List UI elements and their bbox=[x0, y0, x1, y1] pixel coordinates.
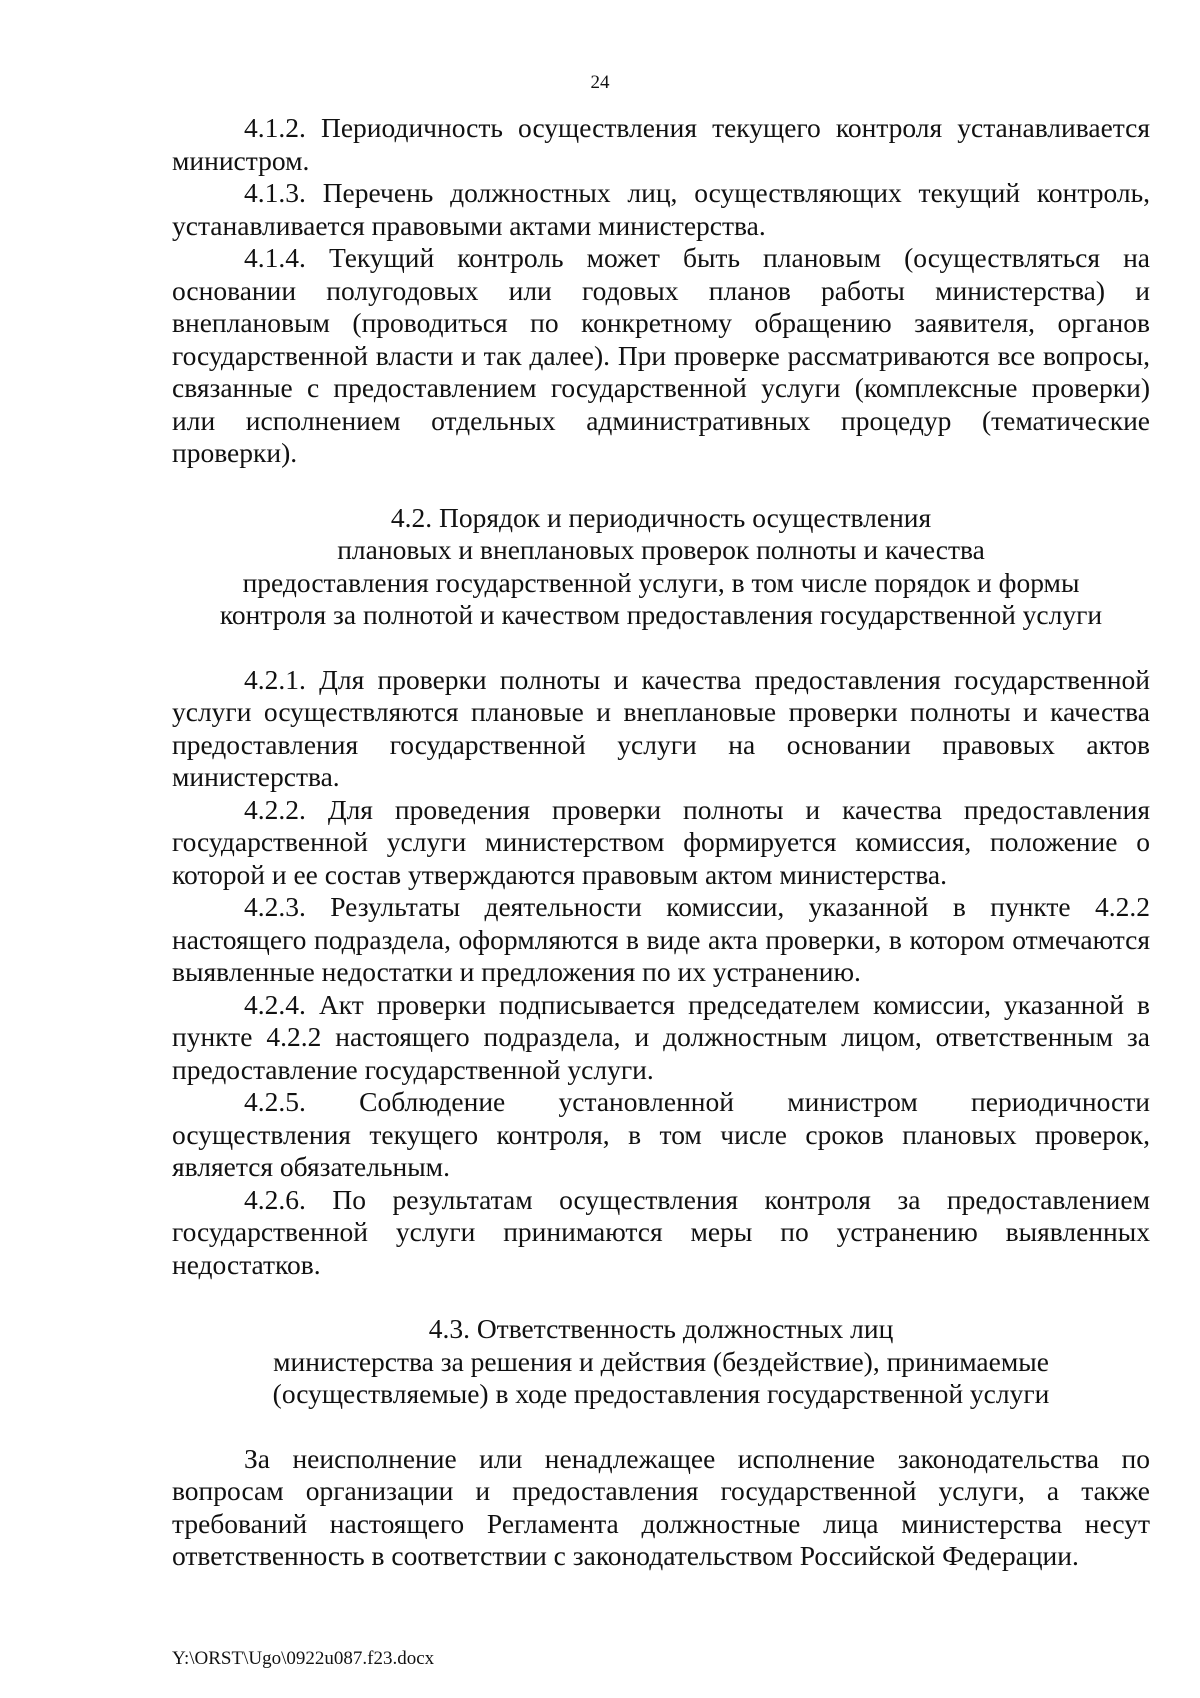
paragraph-4-2-4: 4.2.4. Акт проверки подписывается председателем комиссии, указанной в пункте 4.2.2 настоящего подраздела, и должностным лицом, ответственным за предоставление государственной услуги. bbox=[172, 988, 1150, 1085]
heading-line: 4.3. Ответственность должностных лиц bbox=[428, 1313, 894, 1344]
page-number: 24 bbox=[590, 72, 610, 93]
heading-line: (осуществляемые) в ходе предоставления государственной услуги bbox=[272, 1378, 1050, 1409]
heading-line: 4.2. Порядок и периодичность осуществления bbox=[390, 501, 932, 533]
paragraph-4-1-4: 4.1.4. Текущий контроль может быть плановым (осуществляться на основании полугодовых или годовых планов работы министерства) и внеплановым (проводиться по конкретному обращению заявителя, органов государственной власти и так далее). При проверке рассматриваются все вопросы, связанные с предоставлением государственной услуги (комплексные проверки) или исполнением отдельных административных процедур (тематические проверки). bbox=[172, 242, 1150, 468]
heading-line: контроля за полнотой и качеством предоставления государственной услуги bbox=[219, 599, 1103, 630]
paragraph-4-2-5: 4.2.5. Соблюдение установленной министром периодичности осуществления текущего контроля, в том числе сроков плановых проверок, является обязательным. bbox=[172, 1086, 1150, 1182]
paragraph-4-2-6: 4.2.6. По результатам осуществления контроля за предоставлением государственной услуги принимаются меры по устранению выявленных недостатков. bbox=[172, 1183, 1150, 1280]
paragraph-responsibility: За неисполнение или ненадлежащее исполнение законодательства по вопросам организации и предоставления государственной услуги, а также требований настоящего Регламента должностные лица министерства несут ответственность в соответствии с законодательством Российской Федерации. bbox=[172, 1442, 1150, 1571]
paragraph-4-2-2: 4.2.2. Для проведения проверки полноты и качества предоставления государственной услуги министерством формируется комиссия, положение о которой и ее состав утверждаются правовым актом министерства. bbox=[172, 793, 1150, 890]
paragraph-4-2-3: 4.2.3. Результаты деятельности комиссии, указанной в пункте 4.2.2 настоящего подраздела, оформляются в виде акта проверки, в котором отмечаются выявленные недостатки и предложения по их устранению. bbox=[172, 891, 1150, 987]
heading-line: министерства за решения и действия (бездействие), принимаемые bbox=[273, 1345, 1049, 1377]
document-body bbox=[172, 112, 1150, 1573]
paragraph-4-1-2: 4.1.2. Периодичность осуществления текущего контроля устанавливается министром. bbox=[172, 112, 1150, 176]
section-heading-4-2 bbox=[172, 502, 1150, 632]
paragraph-4-2-1: 4.2.1. Для проверки полноты и качества предоставления государственной услуги осуществляются плановые и внеплановые проверки полноты и качества предоставления государственной услуги на основании правовых актов министерства. bbox=[172, 663, 1150, 792]
footer-file-path: Y:\ORST\Ugo\0922u087.f23.docx bbox=[172, 1648, 435, 1669]
heading-line: предоставления государственной услуги, в том числе порядок и формы bbox=[242, 566, 1080, 598]
paragraph-4-1-3: 4.1.3. Перечень должностных лиц, осуществляющих текущий контроль, устанавливается правовыми актами министерства. bbox=[172, 177, 1150, 241]
heading-line: плановых и внеплановых проверок полноты и качества bbox=[337, 534, 985, 565]
section-heading-4-3 bbox=[172, 1313, 1150, 1411]
